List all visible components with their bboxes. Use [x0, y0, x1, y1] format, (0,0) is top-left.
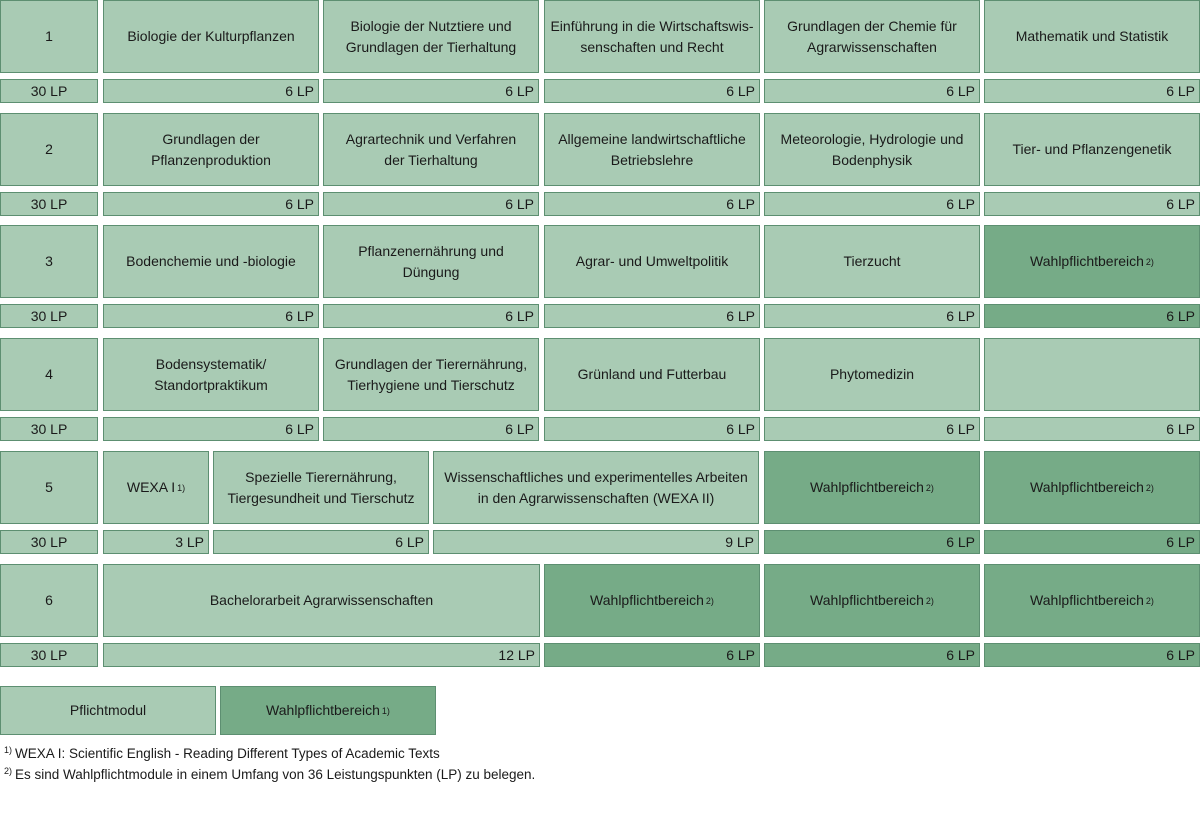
module-cell: WEXA I 1)	[103, 451, 209, 524]
module-credits-cell	[544, 79, 760, 103]
module-cell	[764, 113, 980, 186]
footnote-2-text: Es sind Wahlpflichtmodule in einem Umfang von 36 Leistungspunkten (LP) zu belegen.	[15, 767, 536, 782]
module-cell	[323, 113, 539, 186]
module-cell	[544, 113, 760, 186]
module-name: Wahlpflichtbereich	[810, 592, 924, 608]
module-credits: 6 LP	[285, 307, 314, 324]
module-credits-cell	[764, 530, 980, 554]
semester-number-cell	[0, 113, 98, 186]
semester-total: 30 LP	[30, 195, 68, 212]
module-cell	[764, 225, 980, 298]
module-credits: 12 LP	[498, 646, 535, 663]
legend-pflichtmodul-label: Pflichtmodul	[69, 702, 147, 718]
module-credits-cell	[103, 530, 209, 554]
module-credits: 6 LP	[1166, 307, 1195, 324]
module-credits: 6 LP	[946, 420, 975, 437]
module-credits-cell	[984, 643, 1200, 667]
legend-pflichtmodul	[0, 686, 216, 735]
footnote-1-text: WEXA I: Scientific English - Reading Different Types of Academic Texts	[15, 746, 440, 761]
module-name: Wahlpflichtbereich	[1030, 479, 1144, 495]
module-credits-cell	[984, 304, 1200, 328]
module-credits: 6 LP	[726, 420, 755, 437]
module-credits-cell	[764, 79, 980, 103]
module-name: Grundlagen der Pflanzenproduktion	[151, 130, 271, 168]
module-credits: 6 LP	[395, 533, 424, 550]
module-credits-cell	[103, 643, 540, 667]
semester-number-cell	[0, 338, 98, 411]
module-cell	[764, 0, 980, 73]
module-credits: 6 LP	[285, 195, 314, 212]
elective-module-cell: Wahlpflichtbereich 2)	[764, 564, 980, 637]
footnote-1-mark: 1)	[4, 744, 13, 755]
module-name: Grünland und Futterbau	[577, 366, 727, 382]
module-credits: 6 LP	[946, 307, 975, 324]
module-cell	[984, 113, 1200, 186]
module-credits: 6 LP	[1166, 646, 1195, 663]
module-credits-cell	[103, 304, 319, 328]
semester-number: 3	[45, 253, 53, 269]
module-credits-cell	[764, 192, 980, 216]
module-credits: 6 LP	[1166, 533, 1195, 550]
semester-number-cell	[0, 225, 98, 298]
module-credits-cell	[323, 304, 539, 328]
module-name: Phytomedizin	[829, 366, 915, 382]
module-credits: 6 LP	[946, 646, 975, 663]
module-name: Wahlpflichtbereich	[590, 592, 704, 608]
footnote-2-mark: 2)	[4, 765, 13, 776]
elective-module-cell: Wahlpflichtbereich 2)	[984, 564, 1200, 637]
module-name: Tierzucht	[843, 253, 901, 269]
module-credits-cell	[323, 79, 539, 103]
module-credits: 6 LP	[505, 307, 534, 324]
semester-total-cell	[0, 530, 98, 554]
module-name: WEXA I	[126, 479, 176, 495]
module-name: Wissenschaftliches und experimentelles Arbeiten in den Agrarwissenschaften (WEXA II)	[444, 468, 748, 506]
module-cell	[103, 113, 319, 186]
legend-wahlpflichtbereich: Wahlpflichtbereich 1)	[220, 686, 436, 735]
module-cell	[984, 0, 1200, 73]
semester-number-cell	[0, 0, 98, 73]
module-name: Wahlpflichtbereich	[810, 479, 924, 495]
elective-module-cell: Wahlpflichtbereich 2)	[984, 451, 1200, 524]
semester-total-cell	[0, 417, 98, 441]
module-name: Meteorologie, Hydrologie und Bodenphysik	[780, 130, 964, 168]
module-credits: 6 LP	[726, 646, 755, 663]
semester-number-cell	[0, 451, 98, 524]
module-name: Wahlpflichtbereich	[1030, 253, 1144, 269]
module-name: Grundlagen der Chemie für Agrarwissenschaften	[787, 17, 957, 55]
semester-number: 1	[45, 28, 53, 44]
module-name: Agrartechnik und Verfahren der Tierhaltung	[345, 130, 517, 168]
module-credits: 6 LP	[1166, 420, 1195, 437]
module-cell	[323, 338, 539, 411]
elective-module-cell: Wahlpflichtbereich 2)	[984, 225, 1200, 298]
module-credits: 6 LP	[505, 420, 534, 437]
footnote-1	[4, 746, 440, 761]
semester-total-cell	[0, 643, 98, 667]
module-name: Bodenchemie und -biologie	[126, 253, 296, 269]
semester-total-cell	[0, 79, 98, 103]
module-credits: 6 LP	[726, 195, 755, 212]
module-cell	[544, 0, 760, 73]
module-credits-cell	[103, 79, 319, 103]
module-credits-cell	[544, 643, 760, 667]
module-credits-cell	[544, 304, 760, 328]
module-name: Tier- und Pflanzengenetik	[1012, 141, 1172, 157]
module-credits: 6 LP	[1166, 82, 1195, 99]
module-credits: 9 LP	[725, 533, 754, 550]
module-credits: 6 LP	[726, 307, 755, 324]
module-credits: 6 LP	[946, 195, 975, 212]
legend-wahlpflichtbereich-label: Wahlpflichtbereich	[266, 702, 380, 718]
semester-total-cell	[0, 304, 98, 328]
module-credits-cell	[984, 530, 1200, 554]
module-credits-cell	[984, 192, 1200, 216]
module-credits-cell	[984, 79, 1200, 103]
semester-total: 30 LP	[30, 533, 68, 550]
module-credits-cell	[764, 304, 980, 328]
module-credits-cell	[213, 530, 429, 554]
module-name: Spezielle Tierernährung, Tiergesundheit und Tierschutz	[227, 468, 415, 506]
module-credits: 3 LP	[175, 533, 204, 550]
module-credits: 6 LP	[726, 82, 755, 99]
semester-number: 6	[45, 592, 53, 608]
module-credits-cell	[323, 192, 539, 216]
module-credits: 6 LP	[285, 82, 314, 99]
module-credits: 6 LP	[1166, 195, 1195, 212]
module-credits: 6 LP	[285, 420, 314, 437]
module-name: Einführung in die Wirtschaftswis- senschaften und Recht	[550, 17, 754, 55]
module-credits-cell	[544, 192, 760, 216]
module-credits-cell	[764, 643, 980, 667]
module-name: Wahlpflichtbereich	[1030, 592, 1144, 608]
module-credits-cell	[323, 417, 539, 441]
elective-module-cell: Wahlpflichtbereich 2)	[544, 564, 760, 637]
module-name: Bachelorarbeit Agrarwissenschaften	[209, 592, 434, 608]
module-cell	[984, 338, 1200, 411]
footnote-2	[4, 767, 535, 782]
module-credits: 6 LP	[946, 82, 975, 99]
module-credits: 6 LP	[946, 533, 975, 550]
module-name: Allgemeine landwirtschaftliche Betriebslehre	[558, 130, 746, 168]
semester-total-cell	[0, 192, 98, 216]
module-name: Mathematik und Statistik	[1015, 28, 1169, 44]
module-name: Pflanzenernährung und Düngung	[358, 242, 504, 280]
module-name: Grundlagen der Tierernährung, Tierhygiene und Tierschutz	[334, 355, 528, 393]
module-cell	[103, 0, 319, 73]
module-cell	[213, 451, 429, 524]
module-name: Agrar- und Umweltpolitik	[575, 253, 729, 269]
semester-total: 30 LP	[30, 420, 68, 437]
module-credits: 6 LP	[505, 195, 534, 212]
module-name: Bodensystematik/ Standortpraktikum	[154, 355, 268, 393]
semester-total: 30 LP	[30, 82, 68, 99]
module-cell	[103, 225, 319, 298]
module-credits-cell	[764, 417, 980, 441]
module-cell	[544, 225, 760, 298]
semester-total: 30 LP	[30, 646, 68, 663]
module-credits: 6 LP	[505, 82, 534, 99]
module-cell	[764, 338, 980, 411]
module-name: Biologie der Nutztiere und Grundlagen der Tierhaltung	[345, 17, 517, 55]
semester-number-cell	[0, 564, 98, 637]
module-credits-cell	[103, 192, 319, 216]
elective-module-cell: Wahlpflichtbereich 2)	[764, 451, 980, 524]
module-credits-cell	[103, 417, 319, 441]
semester-number: 5	[45, 479, 53, 495]
module-cell	[544, 338, 760, 411]
semester-number: 4	[45, 366, 53, 382]
module-credits-cell	[984, 417, 1200, 441]
module-credits-cell	[433, 530, 759, 554]
module-cell	[323, 0, 539, 73]
semester-number: 2	[45, 141, 53, 157]
module-credits-cell	[544, 417, 760, 441]
module-cell	[103, 564, 540, 637]
module-cell	[323, 225, 539, 298]
module-cell	[103, 338, 319, 411]
module-cell	[433, 451, 759, 524]
semester-total: 30 LP	[30, 307, 68, 324]
module-name: Biologie der Kulturpflanzen	[127, 28, 295, 44]
